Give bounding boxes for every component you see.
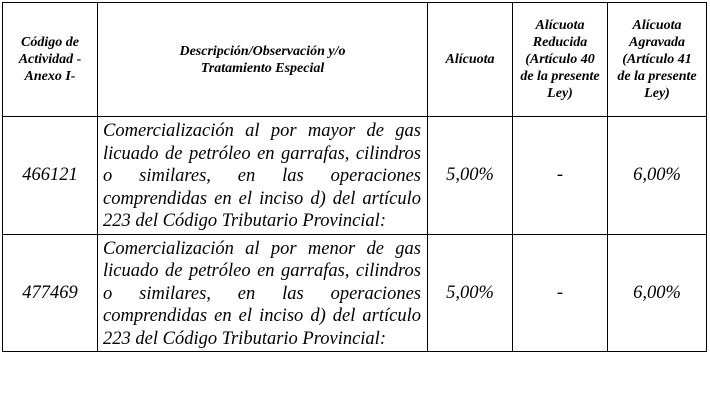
header-activity-code	[3, 3, 98, 117]
table-row	[3, 234, 707, 352]
description-cell: Comercialización al por menor de gas licuado de petróleo en garrafas, cilindros o similares, en las operaciones comprendidas en el inciso d) del artículo 223 del Código Tributario Provincial:	[98, 234, 428, 352]
header-rate-label: Alícuota	[445, 52, 495, 67]
header-activity-code-label: Código de Actividad -Anexo I-	[18, 35, 82, 84]
description-cell: Comercialización al por mayor de gas licuado de petróleo en garrafas, cilindros o similares, en las operaciones comprendidas en el inciso d) del artículo 223 del Código Tributario Provincial:	[98, 117, 428, 235]
reduced-rate-cell: -	[513, 117, 608, 235]
table-row	[3, 117, 707, 235]
activity-code-cell: 466121	[3, 117, 98, 235]
header-reduced-rate	[513, 3, 608, 117]
header-description-label: Descripción/Observación y/o Tratamiento Especial	[179, 43, 346, 76]
tax-rate-table	[2, 2, 707, 352]
aggravated-rate-cell: 6,00%	[608, 117, 707, 235]
aggravated-rate-cell: 6,00%	[608, 234, 707, 352]
header-aggravated-rate	[608, 3, 707, 117]
activity-code-cell: 477469	[3, 234, 98, 352]
header-description	[98, 3, 428, 117]
header-row	[3, 3, 707, 117]
reduced-rate-cell: -	[513, 234, 608, 352]
rate-cell: 5,00%	[428, 117, 513, 235]
rate-cell: 5,00%	[428, 234, 513, 352]
header-aggravated-rate-label: Alícuota Agravada (Artículo 41 de la presente Ley)	[617, 18, 697, 101]
header-reduced-rate-label: Alícuota Reducida (Artículo 40 de la presente Ley)	[520, 18, 600, 101]
header-rate	[428, 3, 513, 117]
